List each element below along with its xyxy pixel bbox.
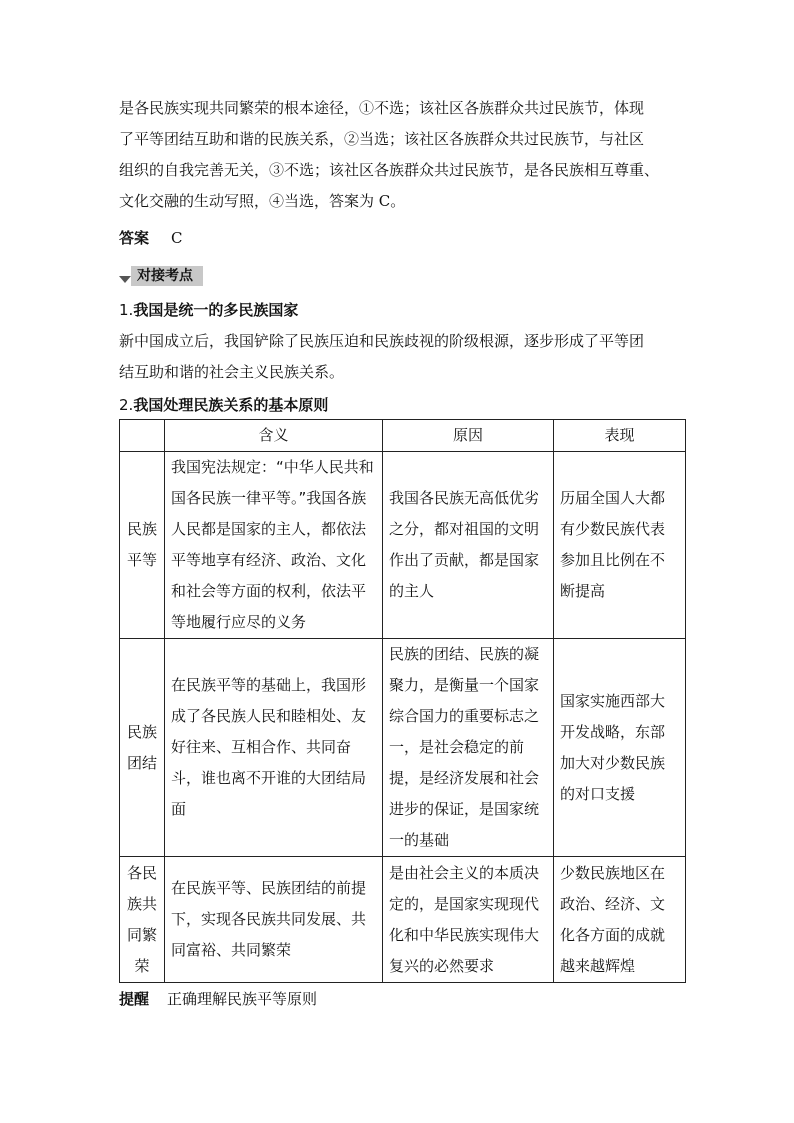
table-header-reason: 原因 xyxy=(383,420,554,452)
intro-line-3: 组织的自我完善无关，③不选；该社区各族群众共过民族节，是各民族相互尊重、 xyxy=(119,161,660,179)
section-tag xyxy=(119,266,215,286)
row-principle-label: 民族团结 xyxy=(126,722,157,772)
point-1-line-2: 结互助和谐的社会主义民族关系。 xyxy=(119,363,345,381)
point-1-heading xyxy=(119,298,298,322)
row-reason: 我国各民族无高低优劣之分，都对祖国的文明作出了贡献，都是国家的主人 xyxy=(383,452,554,639)
row-meaning: 在民族平等、民族团结的前提下，实现各民族共同发展、共同富裕、共同繁荣 xyxy=(165,857,383,983)
table-header-blank xyxy=(120,420,165,452)
point-1-title: 我国是统一的多民族国家 xyxy=(133,301,299,319)
answer-value: C xyxy=(171,229,183,247)
point-2-heading xyxy=(119,393,328,417)
answer-line xyxy=(119,226,183,250)
row-principle xyxy=(120,639,165,857)
reminder-line xyxy=(119,987,317,1011)
point-1-line-1: 新中国成立后，我国铲除了民族压迫和民族歧视的阶级根源，逐步形成了平等团 xyxy=(119,332,645,350)
row-principle xyxy=(120,452,165,639)
intro-line-1: 是各民族实现共同繁荣的根本途径，①不选；该社区各族群众共过民族节，体现 xyxy=(119,99,645,117)
row-reason: 民族的团结、民族的凝聚力，是衡量一个国家综合国力的重要标志之一，是社会稳定的前提，是经济发展和社会进步的保证，是国家统一的基础 xyxy=(383,639,554,857)
intro-line-2: 了平等团结互助和谐的民族关系，②当选；该社区各族群众共过民族节，与社区 xyxy=(119,130,645,148)
row-manifestation: 历届全国人大都有少数民族代表参加且比例在不断提高 xyxy=(554,452,686,639)
row-principle-label: 各民族共同繁荣 xyxy=(126,863,157,975)
row-meaning: 我国宪法规定：“中华人民共和国各民族一律平等。”我国各族人民都是国家的主人，都依法平等地享有经济、政治、文化和社会等方面的权利，依法平等地履行应尽的义务 xyxy=(165,452,383,639)
table-row xyxy=(120,452,686,639)
reminder-label: 提醒 xyxy=(119,990,150,1008)
principles-table xyxy=(119,419,686,983)
row-manifestation: 国家实施西部大开发战略，东部加大对少数民族的对口支援 xyxy=(554,639,686,857)
intro-line-4: 文化交融的生动写照，④当选，答案为 C。 xyxy=(119,192,406,210)
row-reason: 是由社会主义的本质决定的，是国家实现现代化和中华民族实现伟大复兴的必然要求 xyxy=(383,857,554,983)
reminder-text: 正确理解民族平等原则 xyxy=(167,990,318,1008)
triangle-icon xyxy=(119,276,131,283)
row-manifestation: 少数民族地区在政治、经济、文化各方面的成就越来越辉煌 xyxy=(554,857,686,983)
table-header-row xyxy=(120,420,686,452)
row-principle-label: 民族平等 xyxy=(126,520,157,569)
table-header-meaning: 含义 xyxy=(165,420,383,452)
row-principle xyxy=(120,857,165,983)
table-row xyxy=(120,857,686,983)
point-1-number: 1. xyxy=(119,301,134,319)
answer-label: 答案 xyxy=(119,229,150,247)
row-meaning: 在民族平等的基础上，我国形成了各民族人民和睦相处、友好往来、互相合作、共同奋斗，谁也离不开谁的大团结局面 xyxy=(165,639,383,857)
point-2-number: 2. xyxy=(119,396,134,414)
table-header-manifestation: 表现 xyxy=(554,420,686,452)
section-tag-label: 对接考点 xyxy=(131,266,203,286)
point-2-title: 我国处理民族关系的基本原则 xyxy=(133,396,329,414)
table-row xyxy=(120,639,686,857)
